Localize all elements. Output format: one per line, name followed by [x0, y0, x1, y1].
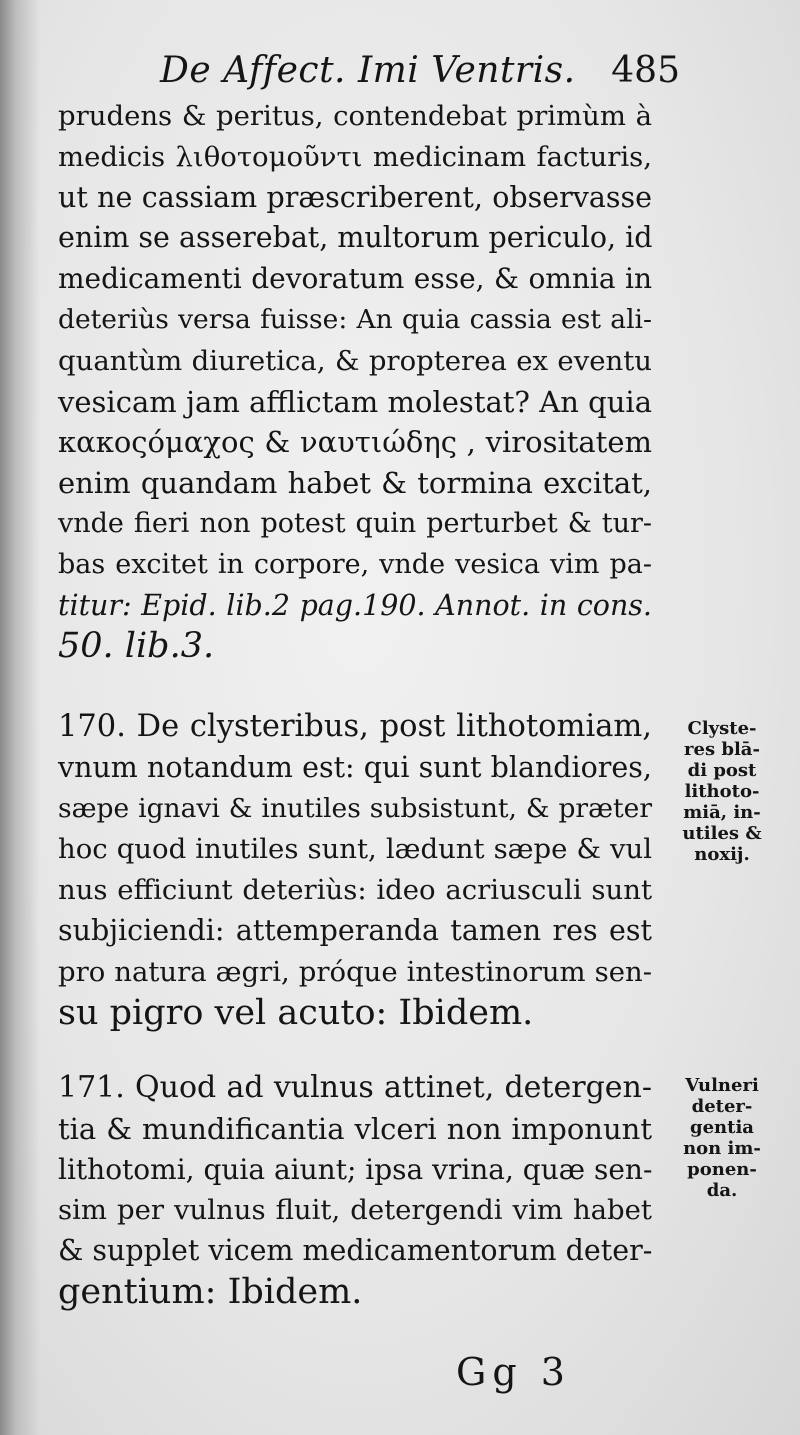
margin-note-line: miā, in- — [683, 802, 761, 823]
paragraph-171 — [58, 1068, 652, 1313]
text-line: prudens & peritus, contendebat primùm à — [58, 100, 652, 132]
citation-line: 50. lib.3. — [58, 626, 215, 667]
margin-note-line: lithoto- — [684, 781, 760, 802]
text-line: su pigro vel acuto: Ibidem. — [58, 992, 534, 1033]
citation-line: titur: Epid. lib.2 pag.190. Annot. in cons. — [58, 588, 652, 622]
margin-note-line: non im- — [683, 1138, 761, 1159]
text-line: vnde fieri non potest quin perturbet & tur- — [58, 507, 652, 539]
margin-note-clysteres — [652, 718, 792, 865]
margin-note-line: da. — [706, 1180, 738, 1201]
text-line: subjiciendi: attemperanda tamen res est — [58, 913, 652, 947]
margin-note-line: Vulneri — [685, 1075, 759, 1096]
text-line: vnum notandum est: qui sunt blandiores, — [58, 750, 652, 784]
text-line: lithotomi, quia aiunt; ipsa vrina, quæ sen- — [58, 1152, 653, 1186]
text-line: sæpe ignavi & inutiles subsistunt, & præter — [58, 792, 652, 824]
text-line: κακοςόμαχος & ναυτιώδης , virositatem — [58, 425, 652, 460]
margin-note-line: res blā- — [684, 739, 760, 760]
margin-note-line: gentia — [690, 1117, 754, 1138]
text-line: ut ne cassiam præscriberent, observasse — [58, 180, 652, 214]
margin-note-line: Clyste- — [687, 718, 757, 739]
paragraph-continuation — [58, 96, 652, 667]
margin-note-line: utiles & — [682, 823, 762, 844]
text-line: bas excitet in corpore, vnde vesica vim pa- — [58, 548, 652, 580]
page-gutter-shadow — [0, 0, 40, 1435]
margin-note-line: deter- — [691, 1096, 753, 1117]
text-line: medicamenti devoratum esse, & omnia in — [58, 262, 652, 296]
text-line: gentium: Ibidem. — [58, 1271, 363, 1312]
text-line: sim per vulnus fluit, detergendi vim habet — [58, 1194, 652, 1227]
text-line: hoc quod inutiles sunt, lædunt sæpe & vul — [58, 833, 652, 866]
text-line: tia & mundificantia vlceri non imponunt — [58, 1111, 652, 1146]
page-header — [160, 50, 680, 100]
text-line: medicis λιθοτομοῦντι medicinam facturis, — [58, 140, 652, 173]
page-number: 485 — [611, 50, 680, 91]
text-line: & supplet vicem medicamentorum deter- — [58, 1234, 653, 1268]
paragraph-170 — [58, 707, 652, 1033]
margin-note-line: di post — [687, 760, 757, 781]
text-line: 170. De clysteribus, post lithotomiam, — [58, 709, 652, 744]
margin-note-line: noxij. — [694, 844, 750, 865]
margin-note-line: ponen- — [687, 1159, 757, 1180]
text-line: 171. Quod ad vulnus attinet, detergen- — [58, 1070, 652, 1105]
running-head: De Affect. Imi Ventris. — [160, 50, 576, 91]
text-line: enim se asserebat, multorum periculo, id — [58, 221, 653, 255]
text-line: pro natura ægri, próque intestinorum sen- — [58, 955, 652, 988]
signature-mark: Gg 3 — [456, 1350, 571, 1394]
text-line: quantùm diuretica, & propterea ex eventu — [58, 344, 652, 377]
text-line: vesicam jam afflictam molestat? An quia — [58, 384, 652, 419]
text-line: nus efficiunt deteriùs: ideo acriusculi sunt — [58, 874, 652, 907]
text-line: enim quandam habet & tormina excitat, — [58, 466, 652, 501]
margin-note-vulneri — [652, 1075, 792, 1201]
text-line: deteriùs versa fuisse: An quia cassia est ali- — [58, 303, 652, 335]
